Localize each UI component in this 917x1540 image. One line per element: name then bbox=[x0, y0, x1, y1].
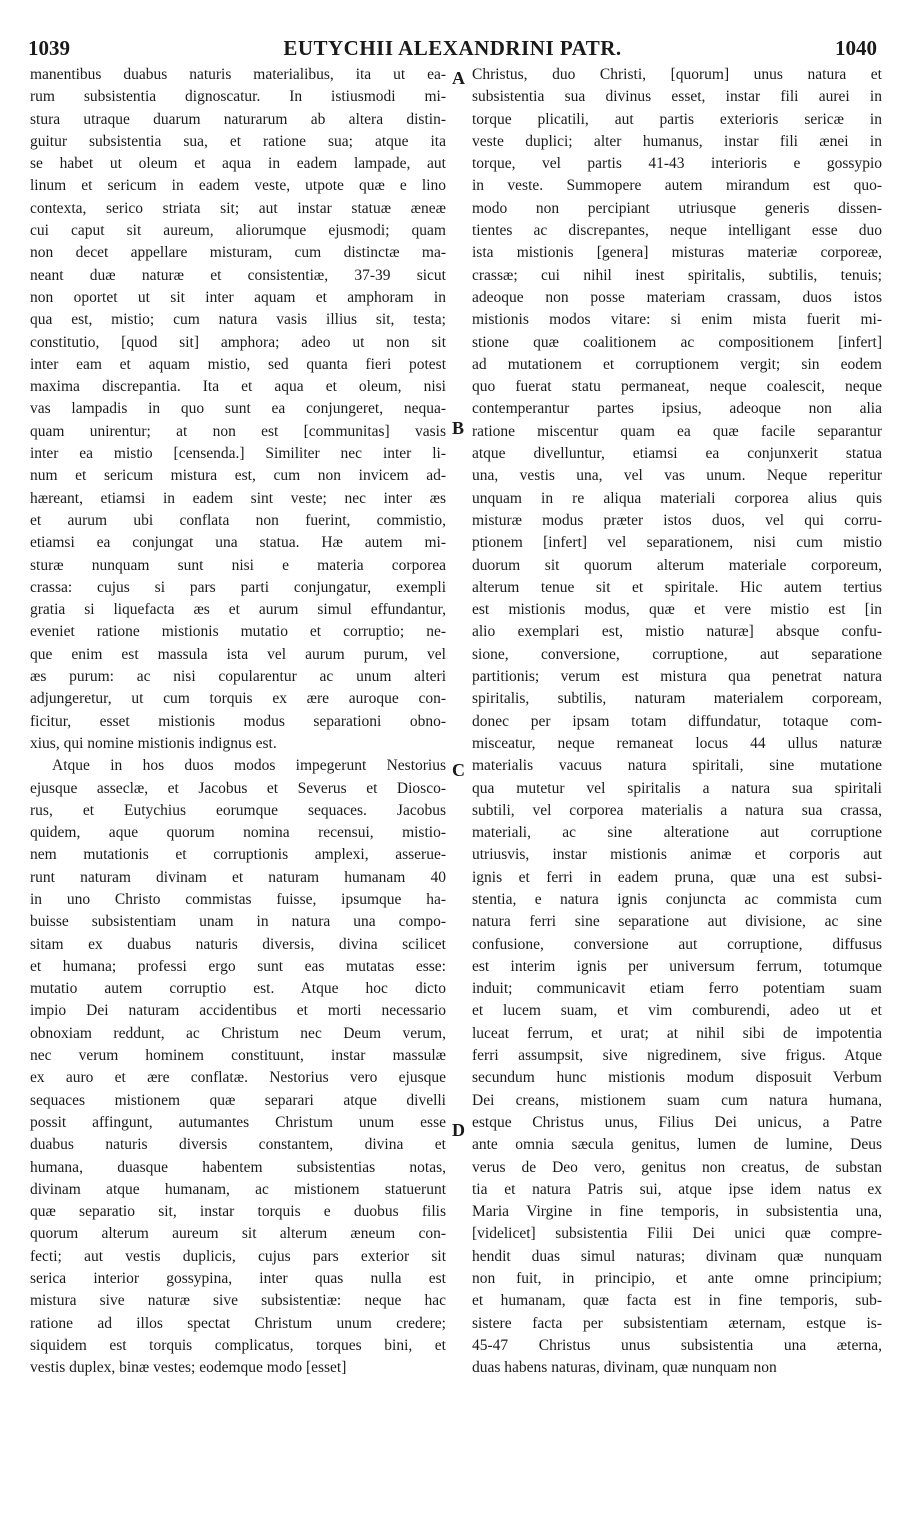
text-line: [videlicet] subsistentia Filii Dei unici quæ compre- bbox=[472, 1225, 882, 1243]
text-line: vas lampadis in quo sunt ea conjungeret, nequa- bbox=[30, 400, 446, 418]
text-line: cui caput sit aureum, aliorumque ejusmodi; quam bbox=[30, 222, 446, 240]
text-line: Christus, duo Christi, [quorum] unus natura et bbox=[472, 66, 882, 83]
text-line: Atque in hos duos modos impegerunt Nestorius bbox=[52, 757, 446, 775]
text-line: stura utraque duarum naturarum ab altera distin- bbox=[30, 110, 446, 128]
section-mark-c: C bbox=[452, 760, 465, 780]
text-line: mistionis modos vitare: si enim mista fuerit mi- bbox=[472, 311, 882, 329]
text-line: se habet ut oleum et aqua in eadem lampade, aut bbox=[30, 155, 446, 173]
text-line: duabus naturis diversis constantem, divina et bbox=[30, 1136, 446, 1154]
text-line: quidem, aque quorum nomina recensui, mistio- bbox=[30, 824, 446, 842]
text-line: eveniet ratione mistionis mutatio et corruptio; ne- bbox=[30, 623, 446, 641]
text-line: materiali, ac sine alteratione aut corruptione bbox=[472, 824, 882, 842]
text-line: buisse subsistentiam unam in natura una compo- bbox=[30, 913, 446, 931]
text-line: obnoxiam reddunt, ac Christum nec Deum verum, bbox=[30, 1024, 446, 1042]
text-line: confusione, conversione aut corruptione, diffusus bbox=[472, 935, 882, 953]
text-line: ad mutationem et corruptionem vergit; sin eodem bbox=[472, 355, 882, 373]
text-line: alio exemplari est, mistio naturæ] absque confu- bbox=[472, 623, 882, 641]
text-line: subsistentia sua divinus esset, instar fili aurei in bbox=[472, 88, 882, 106]
text-line: secundum hunc mistionis modum disposuit Verbum bbox=[472, 1069, 882, 1087]
text-line: et humanam, quæ facta est in fine temporis, sub- bbox=[472, 1292, 882, 1310]
text-line: ratione miscentur quam ea quæ facile separantur bbox=[472, 422, 882, 440]
text-line: sistere facta per subsistentiam æternam, estque is- bbox=[472, 1314, 882, 1332]
text-line: ferri assumpsit, sive nigredinem, sive frigus. Atque bbox=[472, 1047, 882, 1065]
text-line: mutatio autem corruptio est. Atque hoc dicto bbox=[30, 980, 446, 998]
text-line: nem mutationis et corruptionis amplexi, asserue- bbox=[30, 846, 446, 864]
text-line: tia et natura Patris sui, atque ipse idem natus ex bbox=[472, 1180, 882, 1198]
text-line: divinam atque humanam, ac mistionem statuerunt bbox=[30, 1180, 446, 1198]
text-line: contemperantur partes ipsius, adeoque non alia bbox=[472, 400, 882, 418]
text-line: crassa: cujus si pars parti conjungatur, exempli bbox=[30, 578, 446, 596]
text-line: fecti; aut vestis duplicis, cujus pars exterior sit bbox=[30, 1247, 446, 1265]
text-line: sione, conversione, corruptione, aut separatione bbox=[472, 645, 882, 663]
text-line: in veste. Summopere autem mirandum est quo- bbox=[472, 177, 882, 195]
text-line: est mistionis modus, quæ et vere mistio est [in bbox=[472, 601, 882, 619]
text-line: ista mistionis [genera] misturas materiæ corporeæ, bbox=[472, 244, 882, 262]
text-line: neant duæ naturæ et consistentiæ, 37-39 sicut bbox=[30, 266, 446, 284]
text-line: humana, duasque habentem subsistentias notas, bbox=[30, 1158, 446, 1176]
text-line: num et sericum mistura est, cum non invicem ad- bbox=[30, 467, 446, 485]
text-line: inter eam et aquam mistio, sed quanta fieri potest bbox=[30, 355, 446, 373]
text-line: verus de Deo vero, genitus non creatus, de substan bbox=[472, 1158, 882, 1176]
text-line: natura ferri sine separatione aut divisione, ac sine bbox=[472, 913, 882, 931]
text-line: non decet appellare misturam, cum distinctæ ma- bbox=[30, 244, 446, 262]
running-title: EUTYCHII ALEXANDRINI PATR. bbox=[283, 36, 622, 60]
section-mark-d: D bbox=[452, 1120, 465, 1140]
page-number-right: 1040 bbox=[835, 36, 877, 60]
text-line: spiritalis, subtilis, naturam materialem corpoream, bbox=[472, 690, 882, 708]
text-line: possit affingunt, autumantes Christum unum esse bbox=[30, 1113, 446, 1131]
text-line: quorum alterum aureum sit alterum æneum con- bbox=[30, 1225, 446, 1243]
text-line: torque, vel partis 41-43 interioris e gossypio bbox=[472, 155, 882, 173]
text-line: induit; communicavit etiam ferro potentiam suam bbox=[472, 980, 882, 998]
text-line: sitam ex duabus naturis diversis, divina scilicet bbox=[30, 935, 446, 953]
text-line: hæreant, etiamsi in eadem sint veste; nec inter æs bbox=[30, 489, 446, 507]
text-line: runt naturam divinam et naturam humanam 40 bbox=[30, 868, 446, 886]
text-line: adeoque non posse materiam crassam, duos istos bbox=[472, 288, 882, 306]
text-line: modo non percipiant utriusque generis dissen- bbox=[472, 199, 882, 217]
text-line: et aurum ubi conflata non fuerint, commistio, bbox=[30, 511, 446, 529]
text-line: sturæ nunquam sunt nisi e materia corporea bbox=[30, 556, 446, 574]
text-line: in uno Christo commistas fuisse, ipsumque ha- bbox=[30, 890, 446, 908]
text-line: ignis et ferri in eadem pruna, quæ una est subsi- bbox=[472, 868, 882, 886]
text-line: rum subsistentia dignoscatur. In istiusmodi mi- bbox=[30, 88, 446, 106]
text-line: ficitur, esset mistionis modus separationi obno- bbox=[30, 712, 446, 730]
text-line: mistura sive naturæ sive subsistentiæ: neque hac bbox=[30, 1292, 446, 1310]
text-line: utriusvis, instar mistionis animæ et corporis aut bbox=[472, 846, 882, 864]
text-line: et humana; professi ergo sunt eas mutatas esse: bbox=[30, 957, 446, 975]
text-line: tientes ac discrepantes, neque intelligant esse duo bbox=[472, 222, 882, 240]
text-line: ante omnia sæcula genitus, lumen de lumine, Deus bbox=[472, 1136, 882, 1154]
text-line: partitionis; verum est mistura qua penetrat natura bbox=[472, 668, 882, 686]
text-line: unquam in re aliqua materiali corporea alius quis bbox=[472, 489, 882, 507]
text-line: luceat ferrum, et urat; at nihil sibi de impotentia bbox=[472, 1024, 882, 1042]
section-mark-b: B bbox=[452, 418, 465, 438]
text-line: manentibus duabus naturis materialibus, ita ut ea- bbox=[30, 66, 446, 83]
text-line: misturæ modus præter istos duos, vel qui corru- bbox=[472, 511, 882, 529]
text-line: et lucem suam, et vim comburendi, adeo ut et bbox=[472, 1002, 882, 1020]
text-line: que enim est massula ista vel aurum purum, vel bbox=[30, 645, 446, 663]
text-line: quam unirentur; at non est [communitas] vasis bbox=[30, 422, 446, 440]
text-line: alterum tenue sit et spiritale. Hic autem tertius bbox=[472, 578, 882, 596]
text-line: rus, et Eutychius eorumque sequaces. Jacobus bbox=[30, 801, 446, 819]
text-line: ptionem [infert] vel separationem, nisi cum mistio bbox=[472, 534, 882, 552]
text-line: hendit duas simul naturas; divinam quæ nunquam bbox=[472, 1247, 882, 1265]
text-line: constitutio, [quod sit] amphora; adeo ut non sit bbox=[30, 333, 446, 351]
text-line: Maria Virgine in fine temporis, in subsistentia una, bbox=[472, 1203, 882, 1221]
text-line: una, vestis una, vel vas unum. Neque reperitur bbox=[472, 467, 882, 485]
text-line: materialis vacuus natura spiritali, sine mutatione bbox=[472, 757, 882, 775]
text-line: guitur subsistentia sua, et ratione sua; atque ita bbox=[30, 132, 446, 150]
text-line: quæ separatio sit, instar torquis e duobus filis bbox=[30, 1203, 446, 1221]
text-line: donec per ipsam totam diffundatur, totaque com- bbox=[472, 712, 882, 730]
text-line: non fuit, in principio, et ante omne principium; bbox=[472, 1270, 882, 1288]
text-line: linum et sericum in eadem veste, utpote quæ e lino bbox=[30, 177, 446, 195]
text-line: stentia, e natura ignis conjuncta ac commista cum bbox=[472, 890, 882, 908]
text-line: Dei creans, mistionem suam cum natura humana, bbox=[472, 1091, 882, 1109]
section-mark-a: A bbox=[452, 68, 465, 88]
text-line: xius, qui nomine mistionis indignus est. bbox=[30, 734, 277, 752]
text-line: nec verum hominem constituunt, instar massulæ bbox=[30, 1047, 446, 1065]
text-line: torque plicatili, aut partis exterioris sericæ in bbox=[472, 110, 882, 128]
text-line: veste duplici; alter humanus, instar fili ænei in bbox=[472, 132, 882, 150]
text-line: qua est, mistio; cum natura vasis illius sit, testa; bbox=[30, 311, 446, 329]
text-line: ejusque asseclæ, et Jacobus et Severus et Diosco- bbox=[30, 779, 446, 797]
text-line: sequaces mistionem quæ separari atque divelli bbox=[30, 1091, 446, 1109]
text-line: 45-47 Christus unus subsistentia una æterna, bbox=[472, 1336, 882, 1354]
text-line: etiamsi ea conjungat una statua. Hæ autem mi- bbox=[30, 534, 446, 552]
text-line: crassæ; cui nihil inest spiritalis, subtilis, tenuis; bbox=[472, 266, 882, 284]
page-header bbox=[28, 30, 877, 64]
text-line: vestis duplex, binæ vestes; eodemque modo [esset] bbox=[30, 1359, 347, 1377]
text-line: misceatur, neque remaneat locus 44 ullus naturæ bbox=[472, 734, 882, 752]
text-line: stione quæ coalitionem ac compositionem [infert] bbox=[472, 333, 882, 351]
text-line: contexta, serico striata sit; aut instar statuæ æneæ bbox=[30, 199, 446, 217]
text-line: æs purum: ac nisi copularentur ac unum alteri bbox=[30, 668, 446, 686]
text-line: duas habens naturas, divinam, quæ nunquam non bbox=[472, 1359, 777, 1377]
text-line: ex auro et ære conflatæ. Nestorius vero ejusque bbox=[30, 1069, 446, 1087]
text-line: gratia si liquefacta æs et aurum simul effundantur, bbox=[30, 601, 446, 619]
text-line: impio Dei naturam accidentibus et morti necessario bbox=[30, 1002, 446, 1020]
left-column bbox=[30, 64, 446, 1514]
right-column bbox=[472, 64, 882, 1514]
text-line: non oportet ut sit inter aquam et amphoram in bbox=[30, 288, 446, 306]
text-line: serica interior gossypina, inter quas nulla est bbox=[30, 1270, 446, 1288]
text-line: maxima discrepantia. Ita et aqua et oleum, nisi bbox=[30, 378, 446, 396]
text-line: qua mutetur vel spiritalis a natura sua spiritali bbox=[472, 779, 882, 797]
text-line: inter ea mistio [censenda.] Similiter nec inter li- bbox=[30, 445, 446, 463]
page-number-left: 1039 bbox=[28, 36, 70, 60]
text-line: siquidem est torquis complicatus, torques bini, et bbox=[30, 1336, 446, 1354]
text-line: est interim ignis per universum ferrum, totumque bbox=[472, 957, 882, 975]
text-line: adjungeretur, ut cum torquis ex ære auroque con- bbox=[30, 690, 446, 708]
text-line: subtili, vel corporea materialis a natura sua crassa, bbox=[472, 801, 882, 819]
text-line: atque divelluntur, etiamsi ea conjunxerit statua bbox=[472, 445, 882, 463]
text-line: ratione ad illos spectat Christum unum credere; bbox=[30, 1314, 446, 1332]
text-line: quo fuerat statu permaneat, neque coalescit, neque bbox=[472, 378, 882, 396]
text-line: duorum sit quorum alterum materiale corporeum, bbox=[472, 556, 882, 574]
text-line: estque Christus unus, Filius Dei unicus, a Patre bbox=[472, 1113, 882, 1131]
